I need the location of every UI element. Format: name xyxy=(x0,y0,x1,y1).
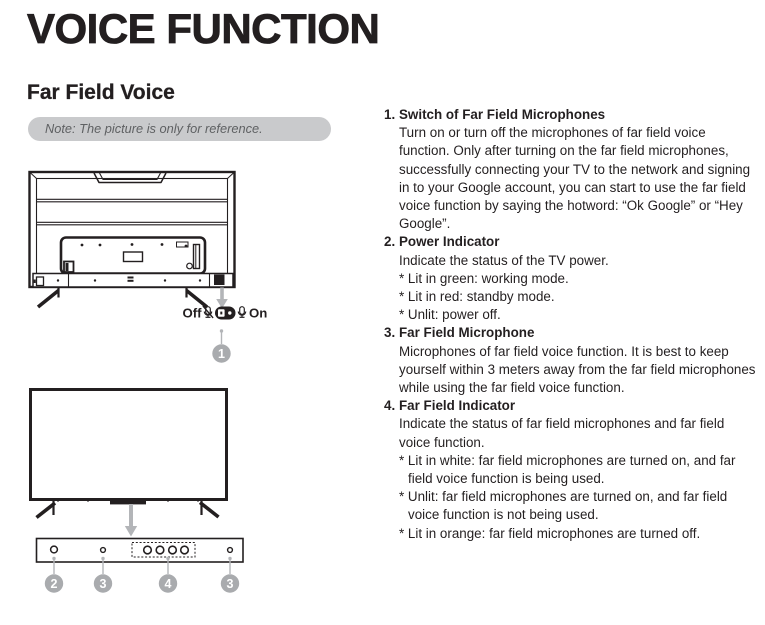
instruction-item-4 xyxy=(384,397,758,543)
mic-muted-icon xyxy=(203,306,213,318)
item-heading xyxy=(384,397,758,415)
rear-bottom-strip xyxy=(33,274,233,288)
voice-function-diagram xyxy=(0,150,380,620)
rear-stand-feet xyxy=(38,288,207,308)
callout-3-number: 3 xyxy=(99,577,107,591)
instruction-item-3 xyxy=(384,324,758,397)
bullet-line: * Lit in white: far field microphones are turned on, and far field voice function is being used. xyxy=(399,452,736,487)
switch-on-label: On xyxy=(249,305,268,321)
section-title: Far Field Voice xyxy=(27,81,175,104)
item-heading xyxy=(384,324,758,342)
bullet-line: * Lit in green: working mode. xyxy=(399,270,569,286)
switch-off-label: Off xyxy=(182,305,202,321)
item-number: 2. xyxy=(384,234,396,250)
callout-1-number: 1 xyxy=(218,347,225,361)
rear-arrow-icon xyxy=(216,288,228,309)
instructions-list xyxy=(384,106,758,543)
instruction-item-2 xyxy=(384,233,758,324)
toggle-switch-icon xyxy=(215,307,236,320)
control-bar-diagram xyxy=(37,539,244,563)
item-title: Far Field Indicator xyxy=(399,398,516,414)
item-heading xyxy=(384,106,758,124)
item-title: Switch of Far Field Microphones xyxy=(399,107,606,122)
item-number: 3. xyxy=(384,325,396,341)
tv-rear-diagram xyxy=(30,172,235,307)
mic-icon xyxy=(238,307,245,318)
bullet-line: * Unlit: power off. xyxy=(399,307,501,323)
bullet-line: * Lit in orange: far field microphones are turned off. xyxy=(399,525,701,541)
item-title: Far Field Microphone xyxy=(399,325,535,341)
callout-4-number: 4 xyxy=(164,577,172,591)
item-paragraph: Indicate the status of far field microphones and far field voice function. xyxy=(399,416,725,450)
instruction-item-1 xyxy=(384,106,758,233)
mic-switch-diagram xyxy=(182,306,267,321)
rear-panel xyxy=(61,238,205,274)
item-paragraph: Indicate the status of the TV power. xyxy=(399,252,609,268)
note-banner: Note: The picture is only for reference. xyxy=(28,117,331,141)
tv-front-diagram xyxy=(31,390,227,518)
callout-1 xyxy=(212,329,230,362)
page-title: VOICE FUNCTION xyxy=(27,5,380,52)
stand-mount xyxy=(110,500,146,505)
item-heading xyxy=(384,233,758,251)
item-number: 1. xyxy=(384,107,396,122)
callout-3b-number: 3 xyxy=(226,577,234,591)
mic-switch-location xyxy=(214,275,225,286)
front-arrow-icon xyxy=(125,504,137,537)
item-paragraph: Microphones of far field voice function. It is best to keep yourself within 3 meters away from the far field microphones while using the far field voice function. xyxy=(399,343,756,396)
item-title: Power Indicator xyxy=(399,234,500,250)
item-number: 4. xyxy=(384,398,396,414)
bullet-line: * Lit in red: standby mode. xyxy=(399,289,555,305)
bullet-line: * Unlit: far field microphones are turned on, and far field voice function is not being used. xyxy=(399,489,728,523)
item-paragraph: Turn on or turn off the microphones of far field voice function. Only after turning on the far field microphones, successfully connecting your TV to the network and signing in to your Google account, you can start to use the far field voice function by saying the hotword: “Ok Google” or “Hey Google”. xyxy=(399,125,751,232)
callout-2-number: 2 xyxy=(50,577,58,591)
